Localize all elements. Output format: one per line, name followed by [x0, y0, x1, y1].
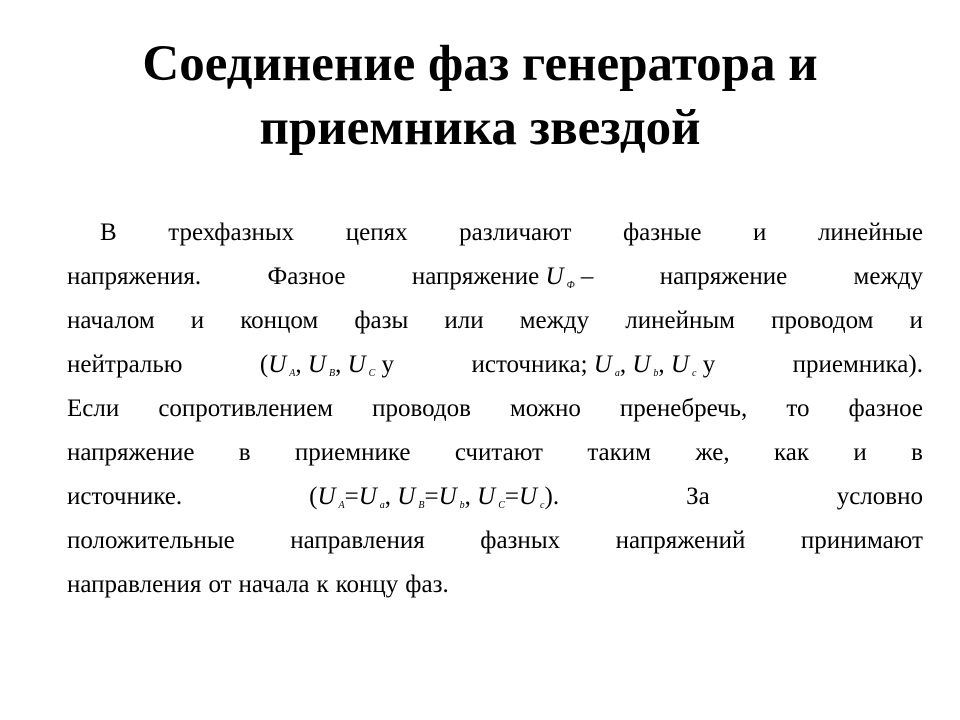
voltage-symbol: U	[632, 351, 651, 378]
voltage-symbol: U	[477, 483, 496, 510]
paragraph-word: В	[100, 219, 117, 246]
paragraph-word: линейные	[817, 219, 923, 246]
paragraph-word: принимают	[800, 527, 923, 554]
body-paragraph	[67, 211, 923, 607]
paragraph-word: источника; U a, U b, U c у	[471, 351, 716, 379]
voltage-subscript: a	[614, 368, 620, 379]
voltage-subscript: C	[498, 500, 505, 511]
voltage-symbol: U	[438, 483, 457, 510]
paragraph-word: же,	[695, 439, 730, 466]
voltage-subscript: B	[328, 368, 336, 379]
voltage-symbol: U	[397, 483, 416, 510]
paragraph-word: начала	[238, 571, 310, 598]
paragraph-word: линейным	[625, 307, 735, 334]
voltage-subscript: B	[418, 500, 425, 511]
paragraph-word: направления	[290, 527, 425, 554]
paragraph-word: трехфазных	[168, 219, 295, 246]
paragraph-word: (U A=U a, U B=U b, U C=U c).	[309, 483, 560, 511]
voltage-symbol: U	[545, 263, 564, 290]
paragraph-line	[67, 431, 923, 475]
paragraph-word: проводов	[372, 395, 471, 422]
paragraph-word: сопротивлением	[158, 395, 333, 422]
paragraph-word: и	[909, 307, 923, 334]
paragraph-word: приемнике	[294, 439, 411, 466]
voltage-subscript: a	[379, 500, 385, 511]
paragraph-word: можно	[509, 395, 581, 422]
paragraph-word: в	[911, 439, 923, 466]
paragraph-line	[67, 563, 923, 607]
paragraph-word: началом	[67, 307, 155, 334]
slide-title	[0, 32, 960, 160]
paragraph-word: или	[444, 307, 484, 334]
paragraph-word: напряжений	[615, 527, 746, 554]
voltage-symbol: U	[358, 483, 377, 510]
paragraph-word: направления	[67, 571, 202, 598]
paragraph-word: приемника).	[792, 351, 923, 378]
voltage-symbol: U	[268, 351, 287, 378]
paragraph-word: в	[238, 439, 251, 466]
paragraph-word: источнике.	[67, 483, 183, 510]
paragraph-line	[67, 299, 923, 343]
paragraph-word: напряжение	[67, 439, 195, 466]
paragraph-word: фаз.	[405, 571, 449, 598]
paragraph-word: и	[853, 439, 867, 466]
paragraph-word: (U A, U B, U C у	[259, 351, 395, 379]
paragraph-word: к	[316, 571, 329, 598]
paragraph-word: как	[773, 439, 809, 466]
paragraph-word: то	[786, 395, 810, 422]
paragraph-word: цепях	[345, 219, 408, 246]
paragraph-word: проводом	[771, 307, 874, 334]
voltage-symbol: U	[518, 483, 538, 510]
voltage-subscript: c	[540, 500, 545, 511]
paragraph-line	[67, 211, 923, 255]
voltage-subscript: Ф	[566, 280, 575, 291]
title-line-2: приемника звездой	[259, 100, 701, 156]
paragraph-word: между	[853, 263, 923, 290]
paragraph-word: фазное	[848, 395, 923, 422]
paragraph-word: Если	[67, 395, 120, 422]
voltage-subscript: A	[289, 368, 296, 379]
paragraph-word: различают	[459, 219, 572, 246]
paragraph-word: напряжение U Ф –	[411, 263, 594, 291]
paragraph-word: Фазное	[267, 263, 346, 290]
voltage-subscript: C	[368, 368, 376, 379]
paragraph-word: условно	[836, 483, 923, 510]
paragraph-word: фазные	[622, 219, 702, 246]
voltage-subscript: b	[653, 368, 659, 379]
paragraph-line	[67, 255, 923, 299]
paragraph-line	[67, 475, 923, 519]
voltage-subscript: b	[459, 500, 465, 511]
voltage-symbol: U	[307, 351, 326, 378]
voltage-subscript: c	[691, 368, 697, 379]
paragraph-line	[67, 519, 923, 563]
paragraph-word: положительные	[67, 527, 235, 554]
paragraph-word: За	[686, 483, 710, 510]
voltage-subscript: A	[338, 500, 345, 511]
paragraph-word: напряжения.	[67, 263, 202, 290]
voltage-symbol: U	[347, 351, 366, 378]
paragraph-word: концу	[335, 571, 399, 598]
paragraph-word: между	[519, 307, 590, 334]
paragraph-word: фазных	[480, 527, 561, 554]
paragraph-word: таким	[587, 439, 651, 466]
paragraph-word: пренебречь,	[619, 395, 748, 422]
voltage-symbol: U	[317, 483, 336, 510]
paragraph-word: от	[208, 571, 232, 598]
paragraph-word: и	[190, 307, 205, 334]
paragraph-line	[67, 387, 923, 431]
paragraph-word: напряжение	[659, 263, 788, 290]
voltage-symbol: U	[670, 351, 689, 378]
title-line-1: Соединение фаз генератора и	[142, 36, 818, 92]
voltage-symbol: U	[593, 351, 612, 378]
paragraph-word: фазы	[354, 307, 409, 334]
paragraph-word: концом	[240, 307, 319, 334]
paragraph-word: и	[753, 219, 767, 246]
paragraph-word: считают	[454, 439, 543, 466]
paragraph-line	[67, 343, 923, 387]
paragraph-word: нейтралью	[67, 351, 183, 378]
